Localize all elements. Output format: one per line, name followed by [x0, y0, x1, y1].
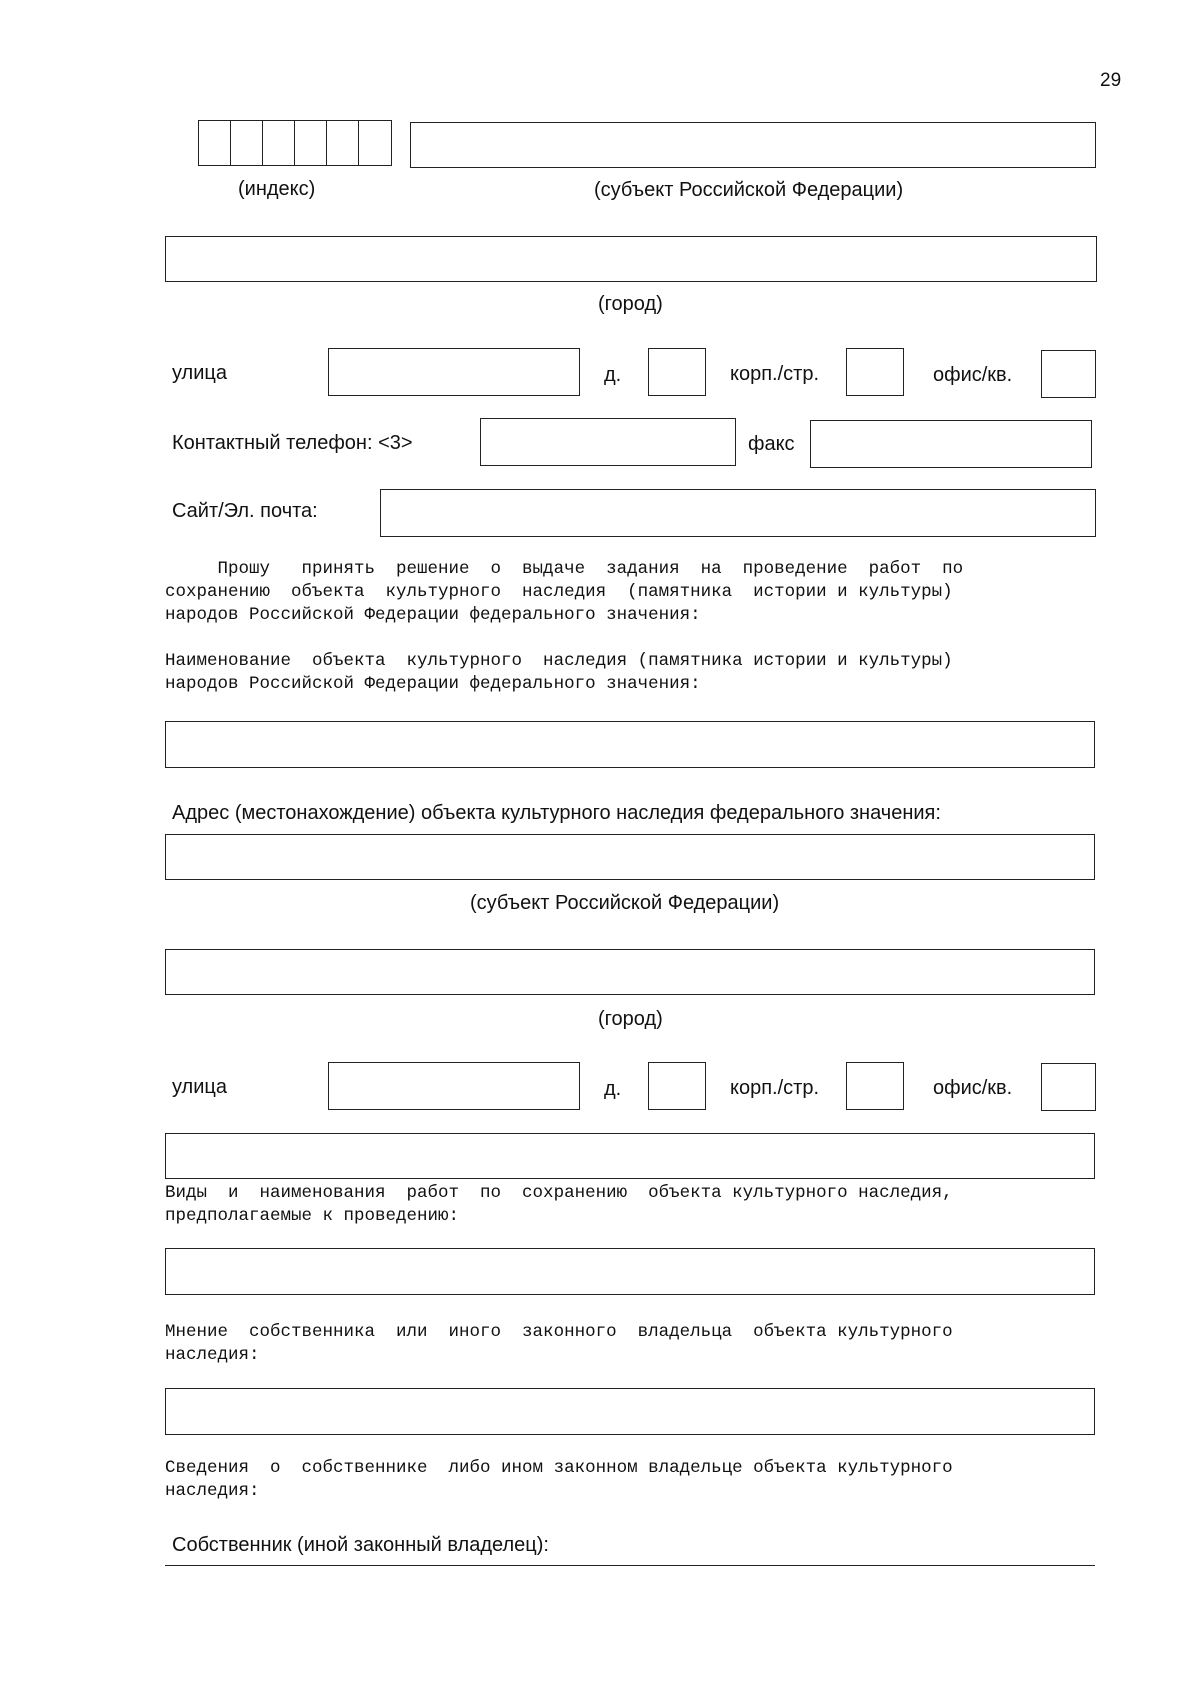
- fax-field[interactable]: [810, 420, 1092, 468]
- site-email-label: Сайт/Эл. почта:: [172, 500, 318, 522]
- phone-field[interactable]: [480, 418, 736, 466]
- postal-index-field[interactable]: [198, 120, 392, 166]
- request-line-1: Прошу принять решение о выдаче задания на проведение работ по: [165, 559, 964, 579]
- office-label: офис/кв.: [933, 364, 1013, 386]
- object-street-label: улица: [172, 1076, 227, 1098]
- owner-label: Собственник (иной законный владелец):: [172, 1534, 549, 1556]
- object-city-caption: (город): [598, 1008, 663, 1030]
- object-name-field[interactable]: [165, 721, 1095, 768]
- owner-opinion-line-1: Мнение собственника или иного законного владельца объекта культурного: [165, 1322, 953, 1342]
- object-street-field[interactable]: [328, 1062, 580, 1110]
- object-name-line-2: народов Российской Федерации федерального значения:: [165, 674, 701, 694]
- page-number: 29: [1100, 70, 1122, 91]
- index-digit-cell[interactable]: [231, 121, 263, 165]
- index-digit-cell[interactable]: [327, 121, 359, 165]
- index-digit-cell[interactable]: [263, 121, 295, 165]
- request-line-2: сохранению объекта культурного наследия (памятника истории и культуры): [165, 582, 953, 602]
- owner-opinion-field[interactable]: [165, 1388, 1095, 1435]
- object-building-field[interactable]: [846, 1062, 904, 1110]
- house-label: д.: [604, 364, 622, 386]
- works-line-1: Виды и наименования работ по сохранению объекта культурного наследия,: [165, 1183, 953, 1203]
- index-digit-cell[interactable]: [295, 121, 327, 165]
- object-office-label: офис/кв.: [933, 1077, 1013, 1099]
- object-address-heading: Адрес (местонахождение) объекта культурного наследия федерального значения:: [172, 802, 941, 824]
- building-label: корп./стр.: [730, 363, 820, 385]
- object-office-field[interactable]: [1041, 1063, 1096, 1111]
- subject-field[interactable]: [410, 122, 1096, 168]
- owner-underline[interactable]: [165, 1565, 1095, 1566]
- object-name-line-1: Наименование объекта культурного наследия (памятника истории и культуры): [165, 651, 953, 671]
- fax-label: факс: [748, 433, 795, 455]
- index-digit-cell[interactable]: [199, 121, 231, 165]
- index-digit-cell[interactable]: [359, 121, 391, 165]
- works-field[interactable]: [165, 1248, 1095, 1295]
- works-line-2: предполагаемые к проведению:: [165, 1206, 460, 1226]
- city-caption: (город): [598, 293, 663, 315]
- object-address-extra-field[interactable]: [165, 1133, 1095, 1179]
- street-label: улица: [172, 362, 227, 384]
- object-city-field[interactable]: [165, 949, 1095, 995]
- object-house-field[interactable]: [648, 1062, 706, 1110]
- object-building-label: корп./стр.: [730, 1077, 820, 1099]
- city-field[interactable]: [165, 236, 1097, 282]
- street-field[interactable]: [328, 348, 580, 396]
- index-caption: (индекс): [238, 178, 316, 200]
- owner-info-line-2: наследия:: [165, 1481, 260, 1501]
- object-house-label: д.: [604, 1078, 622, 1100]
- owner-info-line-1: Сведения о собственнике либо ином законном владельце объекта культурного: [165, 1458, 953, 1478]
- building-field[interactable]: [846, 348, 904, 396]
- request-line-3: народов Российской Федерации федерального значения:: [165, 605, 701, 625]
- phone-label: Контактный телефон: <3>: [172, 432, 413, 454]
- object-subject-field[interactable]: [165, 834, 1095, 880]
- site-email-field[interactable]: [380, 489, 1096, 537]
- subject-caption: (субъект Российской Федерации): [594, 179, 904, 201]
- owner-opinion-line-2: наследия:: [165, 1345, 260, 1365]
- object-subject-caption: (субъект Российской Федерации): [470, 892, 780, 914]
- house-field[interactable]: [648, 348, 706, 396]
- office-field[interactable]: [1041, 350, 1096, 398]
